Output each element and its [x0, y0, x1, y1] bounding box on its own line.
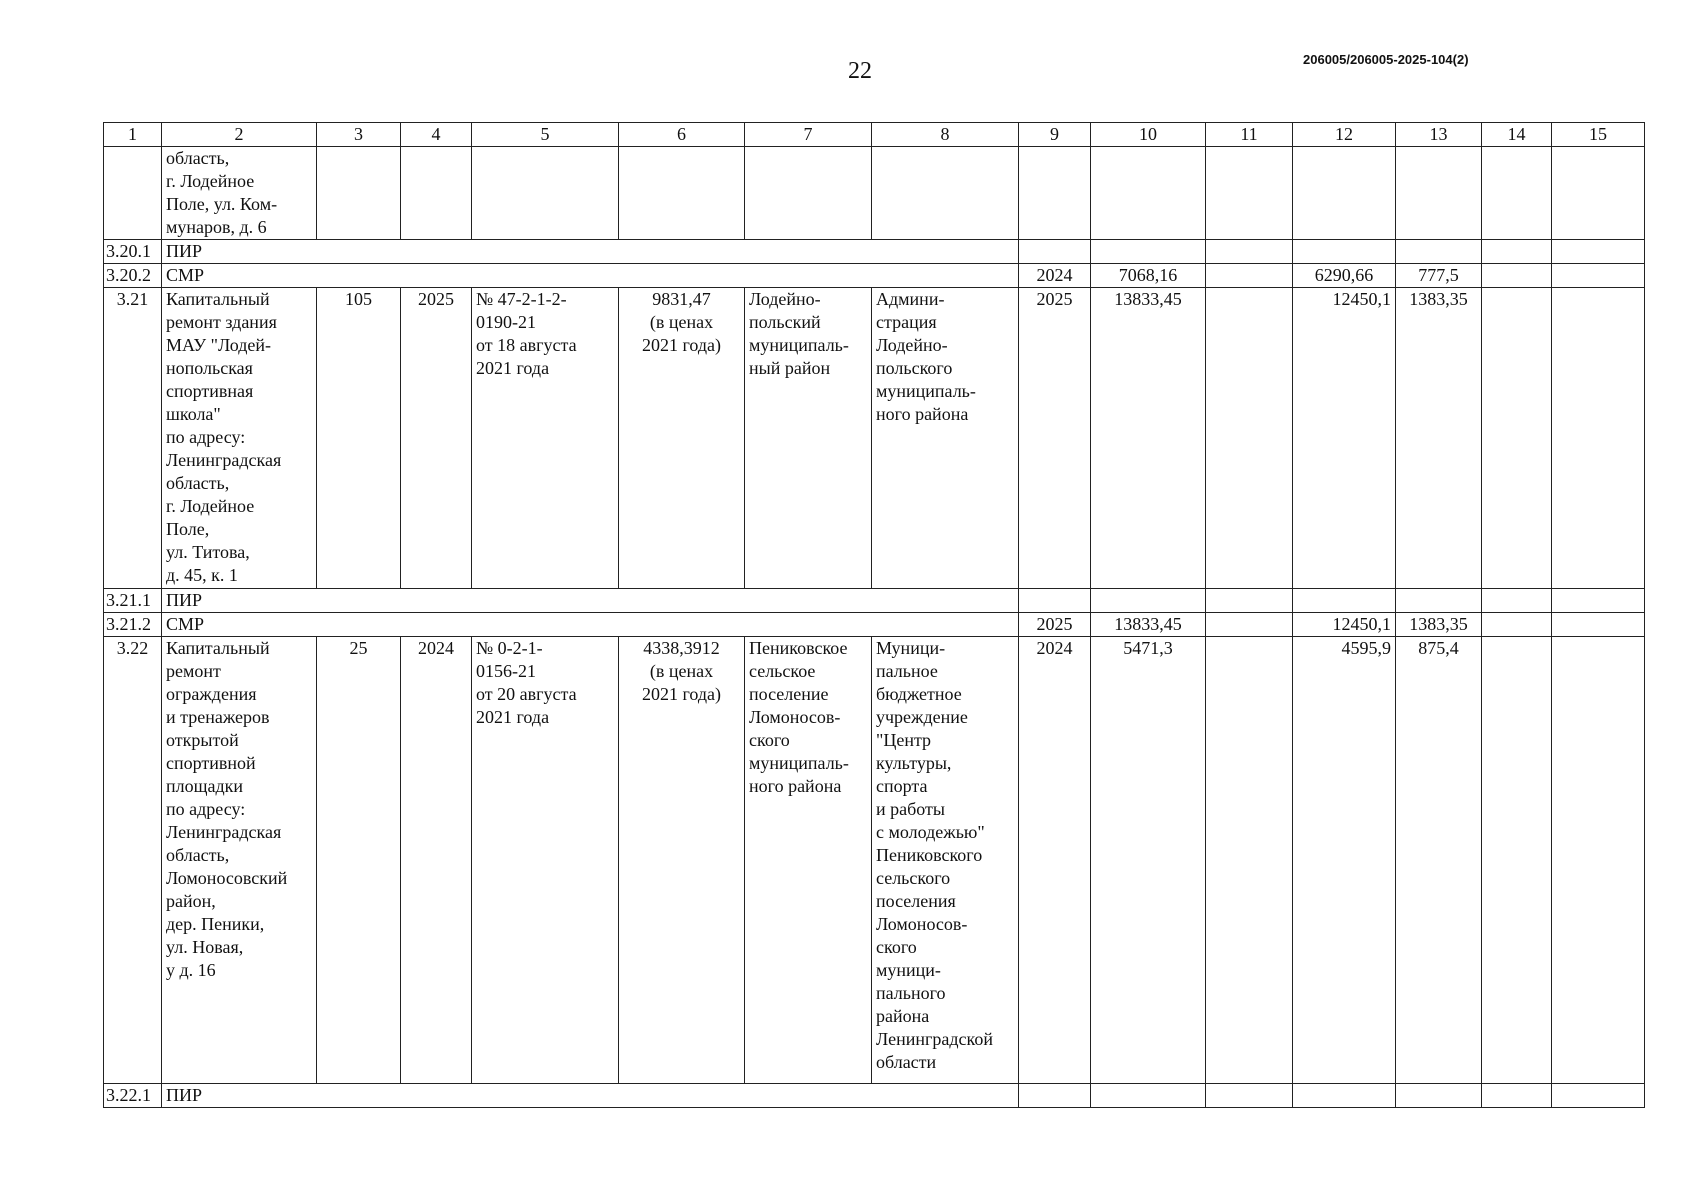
program-table [103, 122, 1645, 1108]
expertise-cell: № 0-2-1- 0156-21 от 20 августа 2021 года [472, 637, 619, 1084]
col-header-5: 5 [472, 123, 619, 147]
row-number-cell: 3.21.1 [104, 589, 162, 613]
page-number: 22 [848, 58, 872, 84]
col-header-12: 12 [1293, 123, 1396, 147]
col-header-6: 6 [619, 123, 745, 147]
col-header-14: 14 [1482, 123, 1552, 147]
year-cell: 2024 [1019, 637, 1091, 1084]
local-budget-cell: 777,5 [1396, 264, 1482, 288]
regional-budget-cell: 12450,1 [1293, 288, 1396, 589]
total-cost-cell: 13833,45 [1091, 288, 1206, 589]
work-type-cell: СМР [162, 264, 1019, 288]
col-header-13: 13 [1396, 123, 1482, 147]
work-type-cell: ПИР [162, 240, 1019, 264]
col-header-8: 8 [872, 123, 1019, 147]
work-type-cell: СМР [162, 613, 1019, 637]
row-number-cell: 3.22.1 [104, 1084, 162, 1108]
col-header-4: 4 [401, 123, 472, 147]
table-row-3-21-2 [104, 613, 1645, 637]
customer-cell: Муници- пальное бюджетное учреждение "Центр культуры, спорта и работы с молодежью" Пениковского сельского поселения Ломоносов- ского муници- пального района Ленинградской области [872, 637, 1019, 1084]
year-cell: 2025 [1019, 288, 1091, 589]
table-row-3-21 [104, 288, 1645, 589]
local-budget-cell: 875,4 [1396, 637, 1482, 1084]
table-row-3-20-1 [104, 240, 1645, 264]
col-header-7: 7 [745, 123, 872, 147]
completion-year-cell: 2024 [401, 637, 472, 1084]
year-cell: 2024 [1019, 264, 1091, 288]
work-type-cell: ПИР [162, 1084, 1019, 1108]
regional-budget-cell: 6290,66 [1293, 264, 1396, 288]
capacity-cell: 25 [317, 637, 401, 1084]
regional-budget-cell: 12450,1 [1293, 613, 1396, 637]
total-cost-cell: 13833,45 [1091, 613, 1206, 637]
municipality-cell: Лодейно- польский муниципаль- ный район [745, 288, 872, 589]
capacity-cell: 105 [317, 288, 401, 589]
total-cost-cell: 7068,16 [1091, 264, 1206, 288]
row-number-cell: 3.20.1 [104, 240, 162, 264]
completion-year-cell: 2025 [401, 288, 472, 589]
col-header-9: 9 [1019, 123, 1091, 147]
table-row-3-22 [104, 637, 1645, 1084]
row-number-cell: 3.21.2 [104, 613, 162, 637]
object-name-cell: область, г. Лодейное Поле, ул. Ком- мунаров, д. 6 [162, 147, 317, 240]
col-header-15: 15 [1552, 123, 1645, 147]
object-name-cell: Капитальный ремонт ограждения и тренажеров открытой спортивной площадки по адресу: Ленинградская область, Ломоносовский район, дер. Пеники, ул. Новая, у д. 16 [162, 637, 317, 1084]
col-header-3: 3 [317, 123, 401, 147]
table-row-3-21-1 [104, 589, 1645, 613]
year-cell: 2025 [1019, 613, 1091, 637]
customer-cell: Админи- страция Лодейно- польского муниципаль- ного района [872, 288, 1019, 589]
work-type-cell: ПИР [162, 589, 1019, 613]
expertise-cell: № 47-2-1-2- 0190-21 от 18 августа 2021 года [472, 288, 619, 589]
municipality-cell: Пениковское сельское поселение Ломоносов- ского муниципаль- ного района [745, 637, 872, 1084]
col-header-1: 1 [104, 123, 162, 147]
table-row-3-20-continued [104, 147, 1645, 240]
estimated-cost-cell: 4338,3912 (в ценах 2021 года) [619, 637, 745, 1084]
local-budget-cell: 1383,35 [1396, 288, 1482, 589]
col-header-2: 2 [162, 123, 317, 147]
table-row-3-22-1 [104, 1084, 1645, 1108]
col-header-11: 11 [1206, 123, 1293, 147]
row-number-cell: 3.22 [104, 637, 162, 1084]
table-row-3-20-2 [104, 264, 1645, 288]
object-name-cell: Капитальный ремонт здания МАУ "Лодей- нопольская спортивная школа" по адресу: Ленинградская область, г. Лодейное Поле, ул. Титова, д. 45, к. 1 [162, 288, 317, 589]
document-code: 206005/206005-2025-104(2) [1303, 52, 1469, 67]
col-header-10: 10 [1091, 123, 1206, 147]
regional-budget-cell: 4595,9 [1293, 637, 1396, 1084]
local-budget-cell: 1383,35 [1396, 613, 1482, 637]
estimated-cost-cell: 9831,47 (в ценах 2021 года) [619, 288, 745, 589]
total-cost-cell: 5471,3 [1091, 637, 1206, 1084]
row-number-cell: 3.20.2 [104, 264, 162, 288]
row-number-cell: 3.21 [104, 288, 162, 589]
column-number-row [104, 123, 1645, 147]
